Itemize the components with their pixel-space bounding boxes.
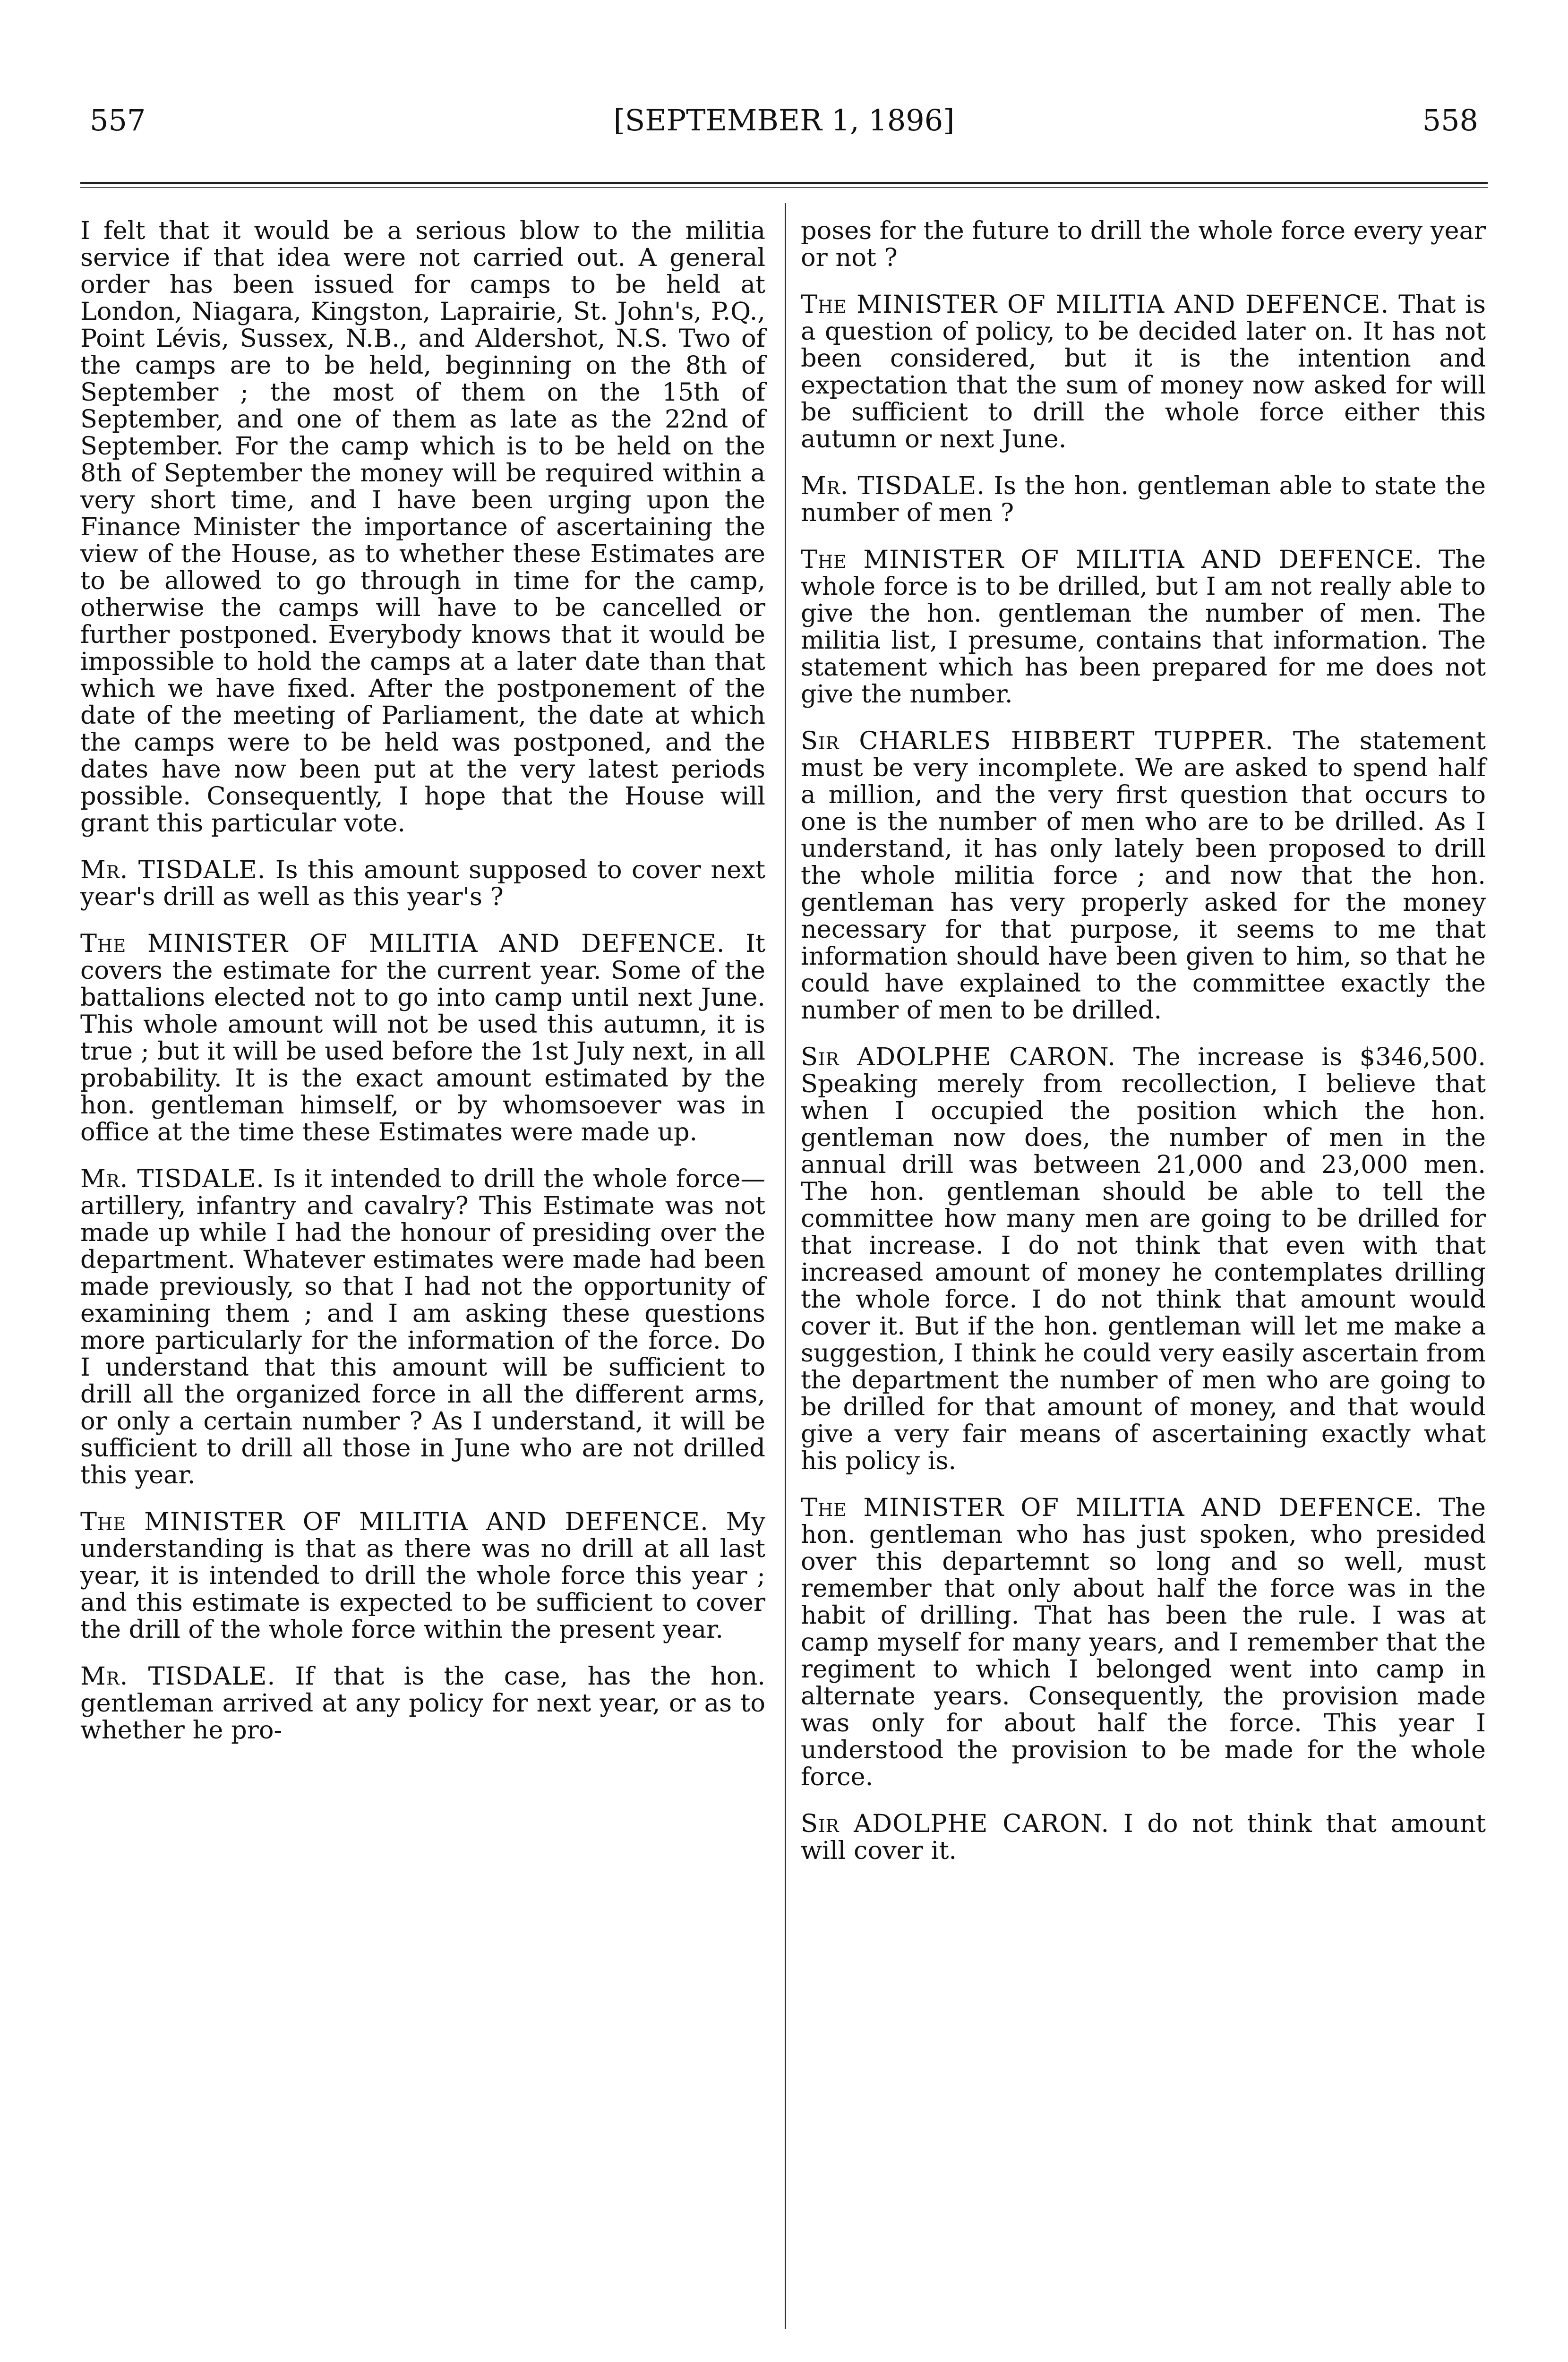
- paragraph: [801, 291, 1486, 453]
- paragraph-text: poses for the future to drill the whole force every year or not ?: [801, 216, 1486, 272]
- speaker-name: Mr. TISDALE.: [80, 856, 266, 884]
- paragraph: [801, 546, 1486, 708]
- paragraph: [801, 472, 1486, 526]
- paragraph-text: The increase is $346,500. Speaking merely from recollection, I believe that when I occupied the position which the hon. gentleman now does, the number of men in the annual drill was between 21,000 and 23,000 men. The hon. gentleman should be able to tell the committee how many men are going to be drilled for that increase. I do not think that even with that increased amount of money he contemplates drilling the whole force. I do not think that amount would cover it. But if the hon. gentleman will let me make a suggestion, I think he could very easily ascertain from the department the number of men who are going to be drilled for that amount of money, and that would give a very fair means of ascertaining exactly what his policy is.: [801, 1043, 1486, 1475]
- paragraph: [801, 1494, 1486, 1790]
- column-divider: [785, 203, 786, 2329]
- speaker-name: Sir ADOLPHE CARON.: [801, 1809, 1110, 1838]
- page-number-right: 558: [1422, 103, 1478, 137]
- paragraph: [801, 1810, 1486, 1864]
- left-column: [80, 217, 765, 1763]
- paragraph: [80, 930, 765, 1146]
- speaker-name: Mr. TISDALE.: [80, 1164, 265, 1193]
- paragraph: [80, 1165, 765, 1489]
- paragraph-text: I felt that it would be a serious blow to the militia service if that idea were not carried out. A general order has been issued for camps to be held at London, Niagara, Kingston, Laprairie, St. John's, P.Q., Point Lévis, Sussex, N.B., and Aldershot, N.S. Two of the camps are to be held, beginning on the 8th of September ; the most of them on the 15th of September, and one of them as late as the 22nd of September. For the camp which is to be held on the 8th of September the money will be required within a very short time, and I have been urging upon the Finance Minister the importance of ascertaining the view of the House, as to whether these Estimates are to be allowed to go through in time for the camp, otherwise the camps will have to be cancelled or further postponed. Everybody knows that it would be impossible to hold the camps at a later date than that which we have fixed. After the postponement of the date of the meeting of Parliament, the date at which the camps were to be held was postponed, and the dates have now been put at the very latest periods possible. Consequently, I hope that the House will grant this particular vote.: [80, 216, 765, 838]
- page-header: [90, 99, 1478, 142]
- paragraph: [80, 217, 765, 837]
- right-column: [801, 217, 1486, 1884]
- paragraph-text: Is this amount supposed to cover next year's drill as well as this year's ?: [80, 856, 765, 911]
- paragraph-text: The whole force is to be drilled, but I am not really able to give the hon. gentleman the number of men. The militia list, I presume, contains that information. The statement which has been prepared for me does not give the number.: [801, 545, 1486, 709]
- paragraph: [801, 1044, 1486, 1474]
- paragraph-text: My understanding is that as there was no drill at all last year, it is intended to drill the whole force this year ; and this estimate is expected to be sufficient to cover the drill of the whole force within the present year.: [80, 1507, 765, 1644]
- paragraph-text: If that is the case, has the hon. gentleman arrived at any policy for next year, or as to whether he pro-: [80, 1662, 765, 1745]
- speaker-name: The MINISTER OF MILITIA AND DEFENCE.: [801, 1493, 1423, 1522]
- speaker-name: The MINISTER OF MILITIA AND DEFENCE.: [80, 1507, 709, 1536]
- speaker-name: The MINISTER OF MILITIA AND DEFENCE.: [801, 545, 1423, 574]
- paragraph: [801, 727, 1486, 1024]
- paragraph-text: The hon. gentleman who has just spoken, who presided over this departemnt so long and so well, must remember that only about half the force was in the habit of drilling. That has been the rule. I was at camp myself for many years, and I remember that the regiment to which I belonged went into camp in alternate years. Consequently, the provision made was only for about half the force. This year I understood the provision to be made for the whole force.: [801, 1493, 1486, 1791]
- paragraph-text: Is it intended to drill the whole force—artillery, infantry and cavalry? This Estimate was not made up while I had the honour of presiding over the department. Whatever estimates were made had been made previously, so that I had not the opportunity of examining them ; and I am asking these questions more particularly for the information of the force. Do I understand that this amount will be sufficient to drill all the organized force in all the different arms, or only a certain number ? As I understand, it will be sufficient to drill all those in June who are not drilled this year.: [80, 1164, 765, 1489]
- paragraph: [801, 217, 1486, 271]
- page-number-left: 557: [90, 103, 146, 137]
- paragraph-text: I do not think that amount will cover it.: [801, 1809, 1486, 1865]
- dateline: [SEPTEMBER 1, 1896]: [613, 103, 955, 137]
- paragraph-text: That is a question of policy, to be decided later on. It has not been considered, but it is the intention and expectation that the sum of money now asked for will be sufficient to drill the whole force either this autumn or next June.: [801, 290, 1486, 454]
- paragraph-text: Is the hon. gentleman able to state the number of men ?: [801, 471, 1486, 527]
- speaker-name: Mr. TISDALE.: [80, 1662, 276, 1691]
- header-rule: [80, 182, 1488, 184]
- paragraph: [80, 1508, 765, 1643]
- speaker-name: Mr. TISDALE.: [801, 471, 985, 500]
- paragraph: [80, 856, 765, 910]
- speaker-name: The MINISTER OF MILITIA AND DEFENCE.: [80, 929, 725, 958]
- paragraph-text: It covers the estimate for the current year. Some of the battalions elected not to go into camp until next June. This whole amount will not be used this autumn, it is true ; but it will be used before the 1st July next, in all probability. It is the exact amount estimated by the hon. gentleman himself, or by whomsoever was in office at the time these Estimates were made up.: [80, 929, 765, 1147]
- speaker-name: Sir ADOLPHE CARON.: [801, 1043, 1116, 1071]
- header-rule-thin: [80, 187, 1488, 188]
- paragraph-text: The statement must be very incomplete. We are asked to spend half a million, and the very first question that occurs to one is the number of men who are to be drilled. As I understand, it has only lately been proposed to drill the whole militia force ; and now that the hon. gentleman has very properly asked for the money necessary for that purpose, it seems to me that information should have been given to him, so that he could have explained to the committee exactly the number of men to be drilled.: [801, 727, 1486, 1025]
- speaker-name: Sir CHARLES HIBBERT TUPPER.: [801, 727, 1274, 755]
- speaker-name: The MINISTER OF MILITIA AND DEFENCE.: [801, 290, 1389, 319]
- paragraph: [80, 1663, 765, 1744]
